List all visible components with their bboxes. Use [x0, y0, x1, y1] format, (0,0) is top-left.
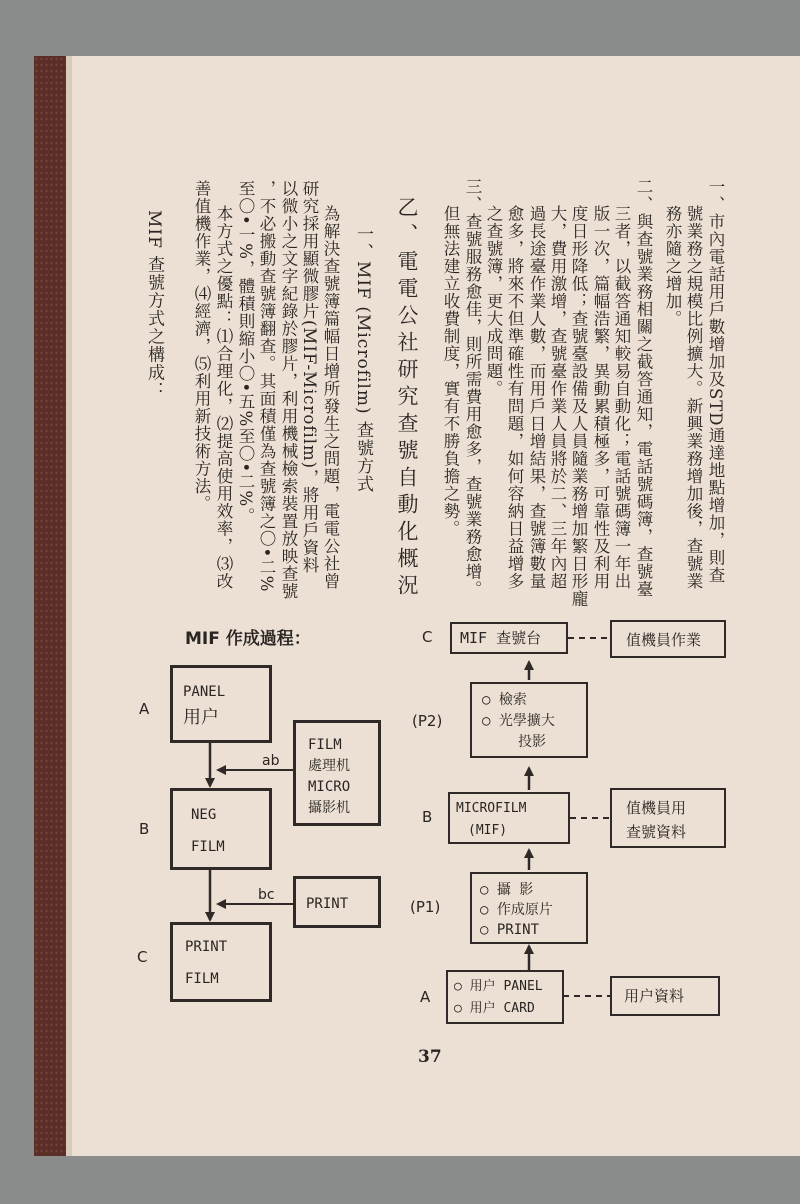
photo-production-box [470, 872, 588, 944]
film-box-line3: MICRO [308, 779, 351, 795]
neg-film-box [170, 788, 272, 870]
panel-box-line1: PANEL [183, 684, 226, 700]
print-film-box [170, 922, 272, 1002]
stage-label-b: B [139, 820, 150, 838]
text-line: 一、市內電話用戶數增加及STD通達地點增加，則查 [706, 178, 725, 585]
text-line: 大，費用激增，查號臺作業人員將於二、三年內超 [548, 205, 567, 590]
subsection-heading: 一、MIF (Microfilm) 查號方式 [353, 225, 373, 494]
neg-film-line1: NEG [191, 807, 217, 823]
stage-label-a: A [139, 700, 150, 718]
text-line: 本方式之優點：⑴合理化，⑵提高使用效率，⑶改 [214, 205, 233, 590]
film-box-line2: 處理机 [308, 758, 350, 774]
section-heading: 乙、電電公社研究查號自動化概況 [395, 196, 419, 601]
text-line: 之查號簿，更大成問題。 [484, 205, 503, 398]
user-line2: ○ 用户 CARD [454, 1001, 535, 1016]
stage-label-p2: (P2) [412, 712, 443, 730]
photo-line3: ○ PRINT [480, 922, 540, 938]
stage-label-p1: (P1) [410, 898, 441, 916]
operator-data-line2: 查號資料 [626, 823, 687, 841]
text-line: 三、查號服務愈佳，則所需費用愈多，查號業務愈增。 [463, 178, 482, 598]
text-line: 版一次，篇幅浩繁，異動累積極多，可靠性及利用 [591, 205, 610, 590]
text-line: ，不必搬動查號簿翻查。其面積僅為查號簿之〇•二% [257, 180, 276, 593]
search-line3: 投影 [518, 734, 546, 750]
operator-data-line1: 值機員用 [626, 799, 687, 817]
arrow-label-ab: ab [262, 753, 280, 769]
microfilm-line1: MICROFILM [456, 801, 527, 816]
page-number: 37 [418, 1047, 442, 1067]
print-box: PRINT [293, 876, 381, 928]
operator-work-box: 值機員作業 [610, 620, 726, 658]
text-line: 度日形降低；查號臺設備及人員隨業務增加繁日形龐 [569, 205, 588, 608]
text-line: 務亦隨之增加。 [663, 205, 682, 328]
mif-desk-box: MIF 查號台 [450, 622, 568, 654]
user-panel-box [446, 970, 564, 1024]
text-line: 二、與查號業務相關之截答通知，電話號碼簿，查號臺 [634, 178, 653, 598]
text-line: 為解決查號簿篇幅日增所發生之問題，電電公社曾 [321, 205, 340, 590]
stage-label-a: A [420, 988, 431, 1006]
stage-label-c: C [137, 948, 148, 966]
neg-film-line2: FILM [191, 839, 225, 855]
film-box-line1: FILM [308, 737, 342, 753]
microfilm-line2: (MIF) [468, 823, 508, 838]
search-line1: ○ 檢索 [482, 692, 527, 708]
text-line: 善值機作業，⑷經濟，⑸利用新技術方法。 [192, 180, 211, 513]
film-machine-box [293, 720, 381, 826]
photo-line1: ○ 攝 影 [480, 882, 534, 898]
text-line: 號業務之規模比例擴大。新興業務增加後，查號業 [684, 205, 703, 590]
panel-box-line2: 用户 [183, 707, 219, 728]
film-box-line4: 攝影机 [308, 800, 350, 816]
text-line: 研究採用顯微膠片(MIF-Microfilm)，將用戶資料 [300, 180, 319, 575]
text-line: 愈多，將來不但準確性有問題，如何容納日益增多 [505, 205, 524, 590]
operator-data-box [610, 788, 726, 848]
user-line1: ○ 用户 PANEL [454, 979, 543, 994]
text-line: 至〇•一%，體積則縮小〇•五%至〇•二%。 [236, 180, 255, 525]
print-film-line1: PRINT [185, 939, 228, 955]
photo-line2: ○ 作成原片 [480, 902, 553, 918]
user-data-box: 用户資料 [610, 976, 720, 1016]
text-line: 過長途臺作業人數，而用戶日增結果，查號簿數量 [527, 205, 546, 590]
panel-box [170, 665, 272, 743]
search-line2: ○ 光學擴大 [482, 713, 555, 729]
diagram-title: MIF 作成過程： [185, 629, 311, 649]
text-line: 以微小之文字紀錄於膠片，利用機械檢索裝置放映查號 [279, 180, 298, 600]
print-film-line2: FILM [185, 971, 219, 987]
arrow-label-bc: bc [258, 887, 275, 903]
structure-heading: MIF 查號方式之構成： [144, 210, 164, 400]
text-line: 三者，以截答通知較易自動化；電話號碼簿一年出 [612, 205, 631, 590]
microfilm-box [448, 792, 570, 844]
text-line: 但無法建立收費制度，實有不勝負擔之勢。 [441, 205, 460, 538]
search-projection-box [470, 682, 588, 758]
stage-label-b: B [422, 808, 433, 826]
stage-label-c: C [422, 628, 433, 646]
